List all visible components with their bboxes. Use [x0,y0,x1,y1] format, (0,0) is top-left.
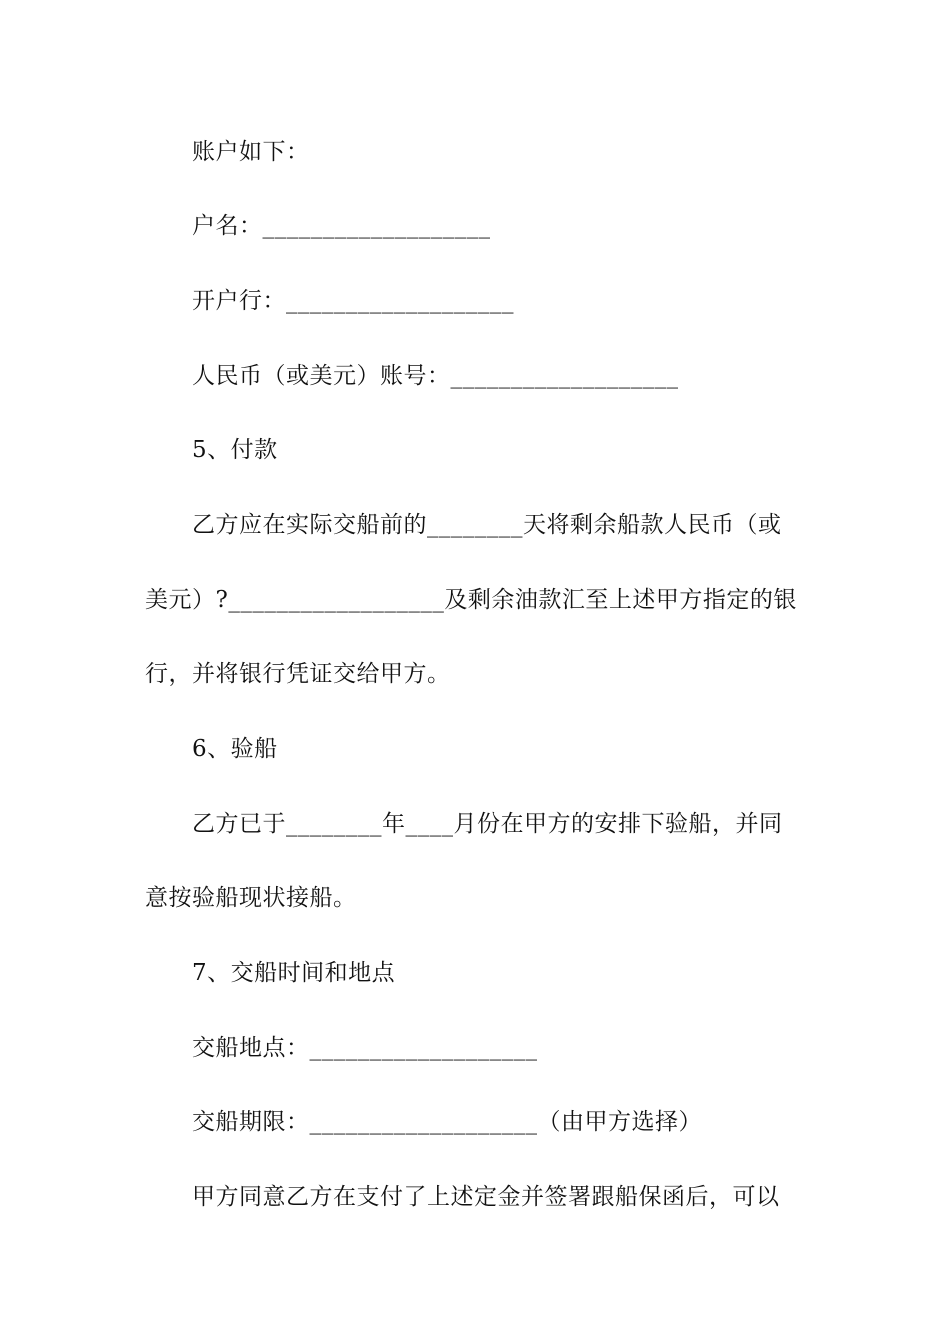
text-line-account-number: 人民币（或美元）账号：___________________ [192,363,679,389]
paragraph-line: 美元）?__________________及剩余油款汇至上述甲方指定的银 [145,587,797,613]
paragraph-line: 乙方已于________年____月份在甲方的安排下验船，并同 [192,811,783,837]
section-heading-delivery: 7、交船时间和地点 [192,960,396,986]
text-line-delivery-deadline: 交船期限：___________________（由甲方选择） [192,1109,702,1135]
paragraph-line: 行，并将银行凭证交给甲方。 [145,661,451,687]
text-line-account-name: 户名：___________________ [192,213,491,239]
section-heading-inspection: 6、验船 [192,736,278,762]
text-line-delivery-place: 交船地点：___________________ [192,1035,538,1061]
section-heading-payment: 5、付款 [192,437,278,463]
text-line-account-intro: 账户如下： [192,139,310,165]
paragraph-line: 意按验船现状接船。 [145,885,357,911]
paragraph-line: 乙方应在实际交船前的________天将剩余船款人民币（或 [192,512,782,538]
text-line-bank: 开户行：___________________ [192,288,514,314]
paragraph-line: 甲方同意乙方在支付了上述定金并签署跟船保函后，可以 [192,1184,780,1210]
